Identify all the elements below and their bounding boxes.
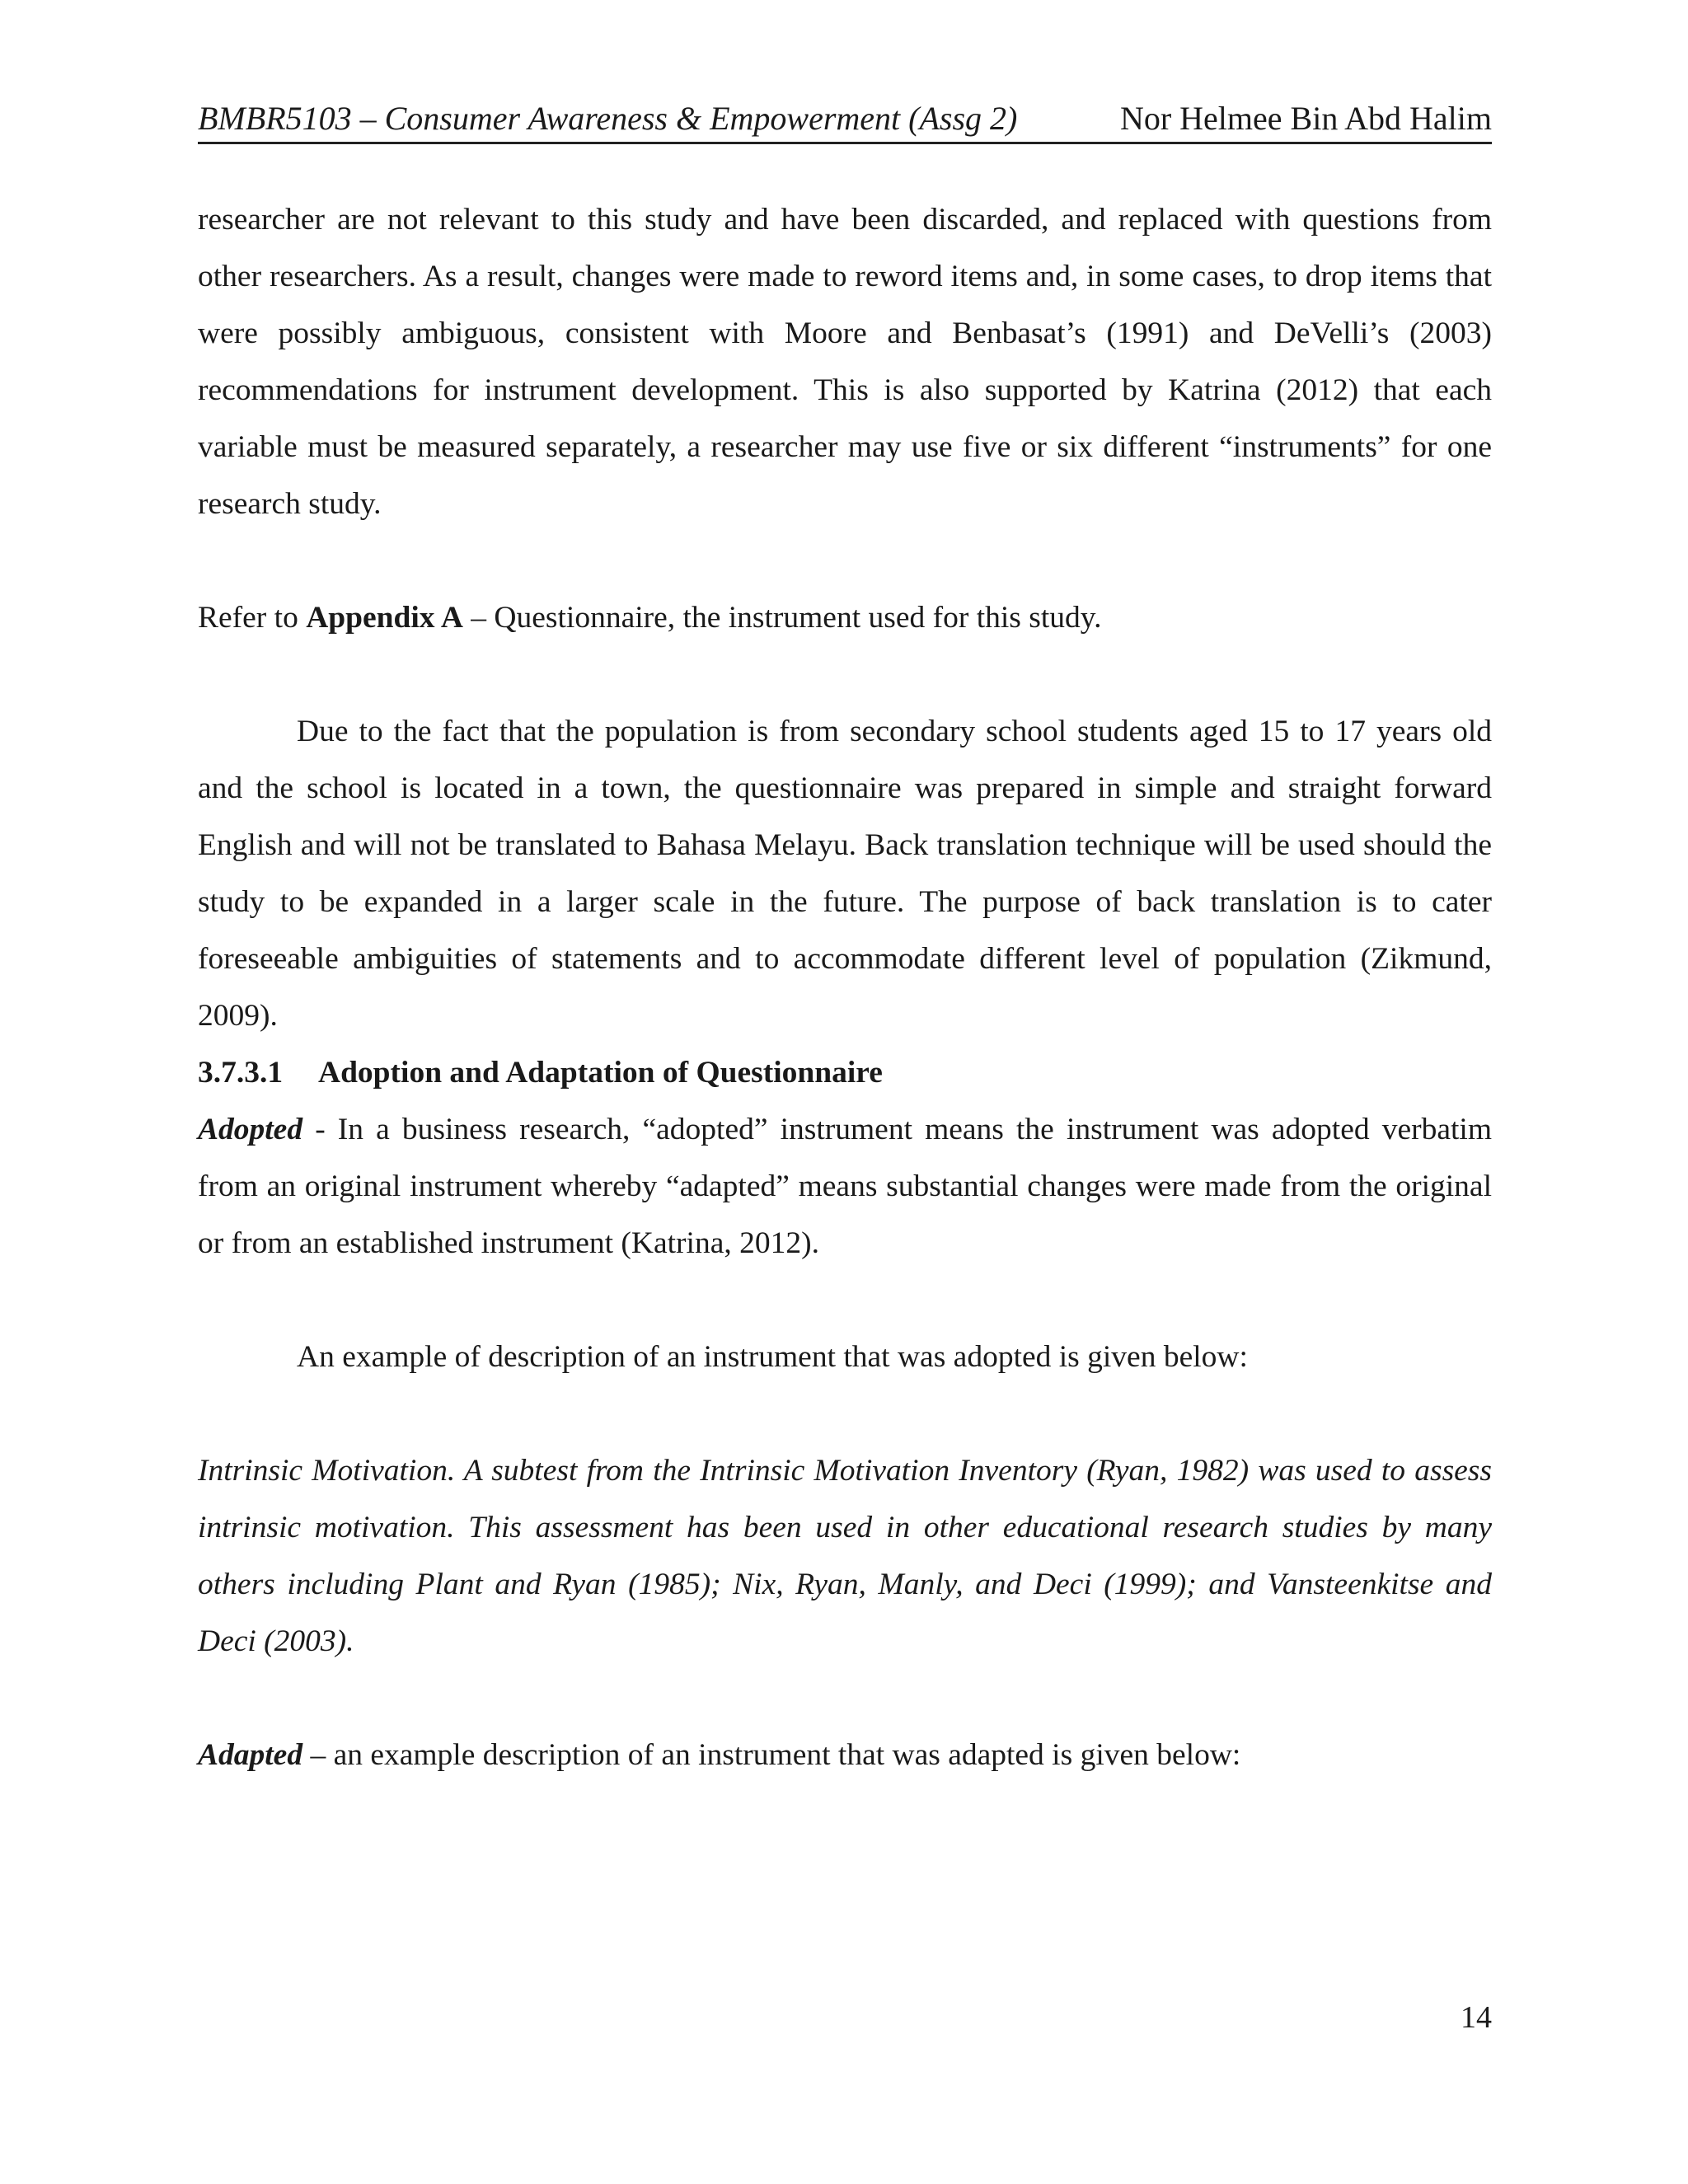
adapted-term: Adapted (198, 1738, 303, 1772)
paragraph-instrument-development: researcher are not relevant to this study and have been discarded, and replaced with questions from other researchers. As a result, changes were made to reword items and, in some cases, to drop items that were possibly ambiguous, consistent with Moore and Benbasat’s (1991) and DeVelli’s (2003) recommendations for instrument development. This is also supported by Katrina (2012) that each variable must be measured separately, a researcher may use five or six different “instruments” for one research study. (198, 203, 1492, 521)
page-header (198, 92, 1492, 144)
paragraph-appendix-reference (198, 589, 1492, 646)
section-number: 3.7.3.1 (198, 1056, 284, 1090)
adapted-intro-text: – an example description of an instrument that was adapted is given below: (302, 1738, 1241, 1772)
page-body (198, 191, 1492, 1783)
paragraph-adapted-intro (198, 1727, 1492, 1783)
section-heading (198, 1044, 1492, 1101)
paragraph-adopted-definition (198, 1101, 1492, 1272)
adopted-definition-text: - In a business research, “adopted” instrument means the instrument was adopted verbatim from an original instrument whereby “adapted” means substantial changes were made from the original or from an established instrument (Katrina, 2012). (198, 1113, 1492, 1260)
appendix-ref-label: Appendix A (306, 601, 463, 635)
paragraph-translation: Due to the fact that the population is from secondary school students aged 15 to 17 years old and the school is located in a town, the questionnaire was prepared in simple and straight forward English and will not be translated to Bahasa Melayu. Back translation technique will be used should the study to be expanded in a larger scale in the future. The purpose of back translation is to cater foreseeable ambiguities of statements and to accommodate different level of population (Zikmund, 2009). (198, 715, 1492, 1033)
paragraph-adopted-example: Intrinsic Motivation. A subtest from the Intrinsic Motivation Inventory (Ryan, 1982) was used to assess intrinsic motivation. This assessment has been used in other educational research studies by many others including Plant and Ryan (1985); Nix, Ryan, Manly, and Deci (1999); and Vansteenkitse and Deci (2003). (198, 1454, 1492, 1658)
paragraph-adopted-example-intro: An example of description of an instrument that was adopted is given below: (297, 1340, 1248, 1374)
header-course-title: BMBR5103 – Consumer Awareness & Empowerment (Assg 2) (198, 100, 1018, 137)
appendix-ref-prefix: Refer to (198, 601, 307, 635)
page-number: 14 (1461, 2000, 1492, 2035)
section-title: Adoption and Adaptation of Questionnaire (318, 1056, 883, 1090)
appendix-ref-suffix: – Questionnaire, the instrument used for this study. (462, 601, 1102, 635)
header-author-name: Nor Helmee Bin Abd Halim (1119, 100, 1492, 137)
adopted-term: Adopted (198, 1113, 303, 1146)
